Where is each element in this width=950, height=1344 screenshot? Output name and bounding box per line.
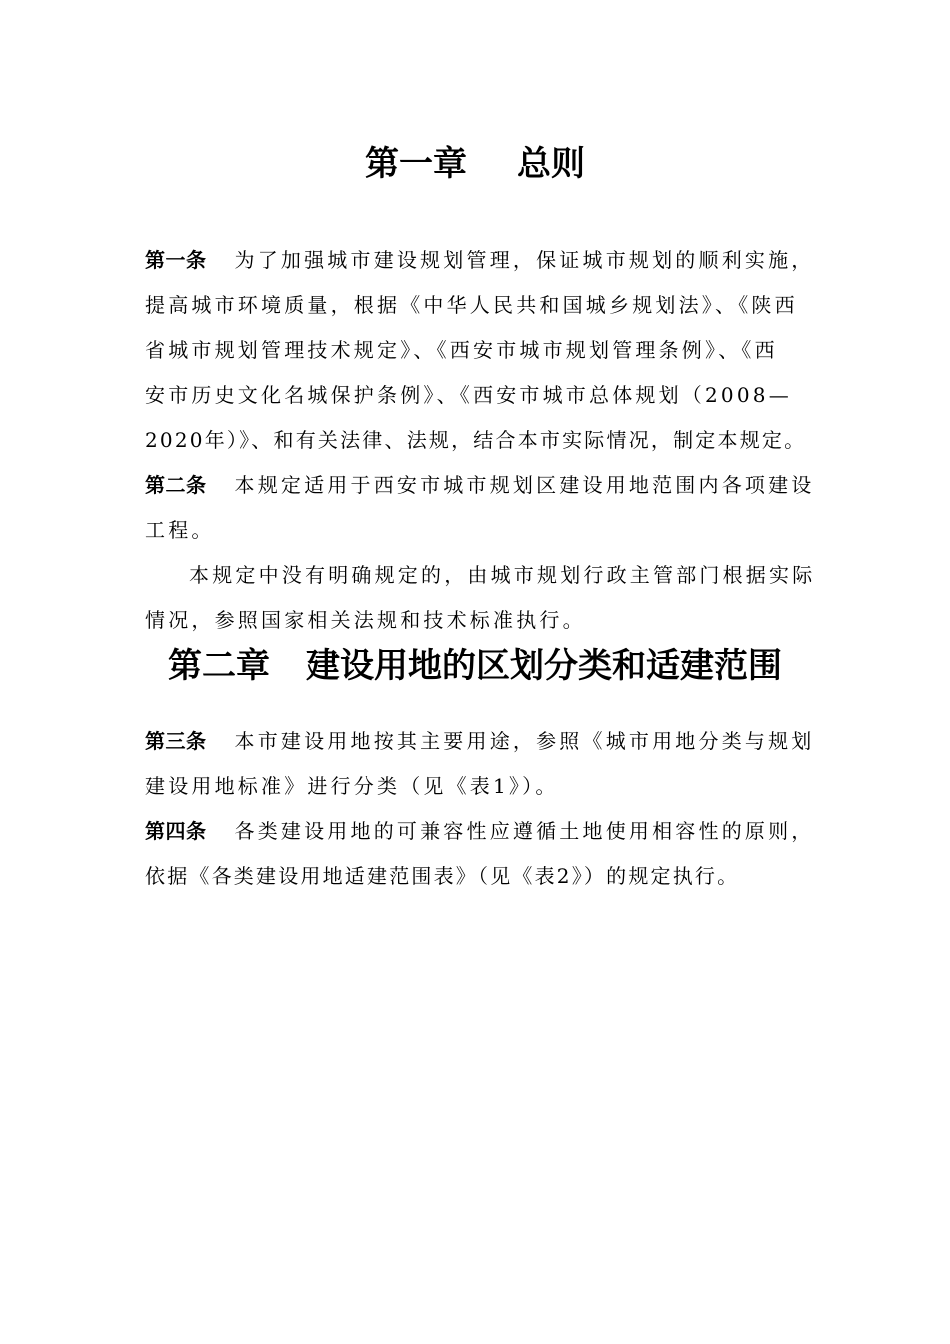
chapter-1-number: 第一章 (365, 144, 467, 184)
article-3-heading: 第三条 (145, 729, 207, 753)
article-2-paragraph-2-line-2: 情况，参照国家相关法规和技术标准执行。 (145, 608, 586, 632)
article-4-line-1 (145, 809, 815, 854)
chapter-2-name: 建设用地的区划分类和适建范围 (306, 646, 782, 686)
chapter-1-name: 总则 (517, 144, 585, 184)
chapter-1-body (145, 238, 816, 643)
article-4-text-1: 各类建设用地的可兼容性应遵循土地使用相容性的原则， (234, 819, 815, 843)
article-4-heading: 第四条 (145, 819, 207, 843)
article-2-paragraph-2-line-1: 本规定中没有明确规定的，由城市规划行政主管部门根据实际 (189, 563, 816, 587)
article-1-text-1: 为了加强城市建设规划管理，保证城市规划的顺利实施， (234, 248, 815, 272)
article-3-text-1: 本市建设用地按其主要用途，参照《城市用地分类与规划 (234, 729, 815, 753)
chapter-2-number: 第二章 (168, 646, 270, 686)
chapter-1-title (0, 144, 950, 184)
article-2-text-1: 本规定适用于西安市城市规划区建设用地范围内各项建设 (234, 473, 815, 497)
article-1-line-5: 2020年）》、和有关法律、法规，结合本市实际情况，制定本规定。 (145, 428, 807, 452)
chapter-2-title (0, 646, 950, 686)
article-1-line-1 (145, 238, 815, 283)
article-2-line-2: 工程。 (145, 518, 215, 542)
article-2-heading: 第二条 (145, 473, 207, 497)
article-1-line-4: 安市历史文化名城保护条例》、《西安市城市总体规划（2008— (145, 383, 792, 407)
article-1-line-2: 提高城市环境质量，根据《中华人民共和国城乡规划法》、《陕西 (145, 293, 798, 317)
article-2-line-1 (145, 463, 815, 508)
article-3-line-1 (145, 719, 815, 764)
article-4-line-2: 依据《各类建设用地适建范围表》（见《表2》）的规定执行。 (145, 864, 740, 888)
article-1-line-3: 省城市规划管理技术规定》、《西安市城市规划管理条例》、《西 (145, 338, 778, 362)
article-1-heading: 第一条 (145, 248, 207, 272)
article-3-line-2: 建设用地标准》进行分类（见《表1》）。 (145, 774, 559, 798)
chapter-2-body (145, 719, 815, 899)
